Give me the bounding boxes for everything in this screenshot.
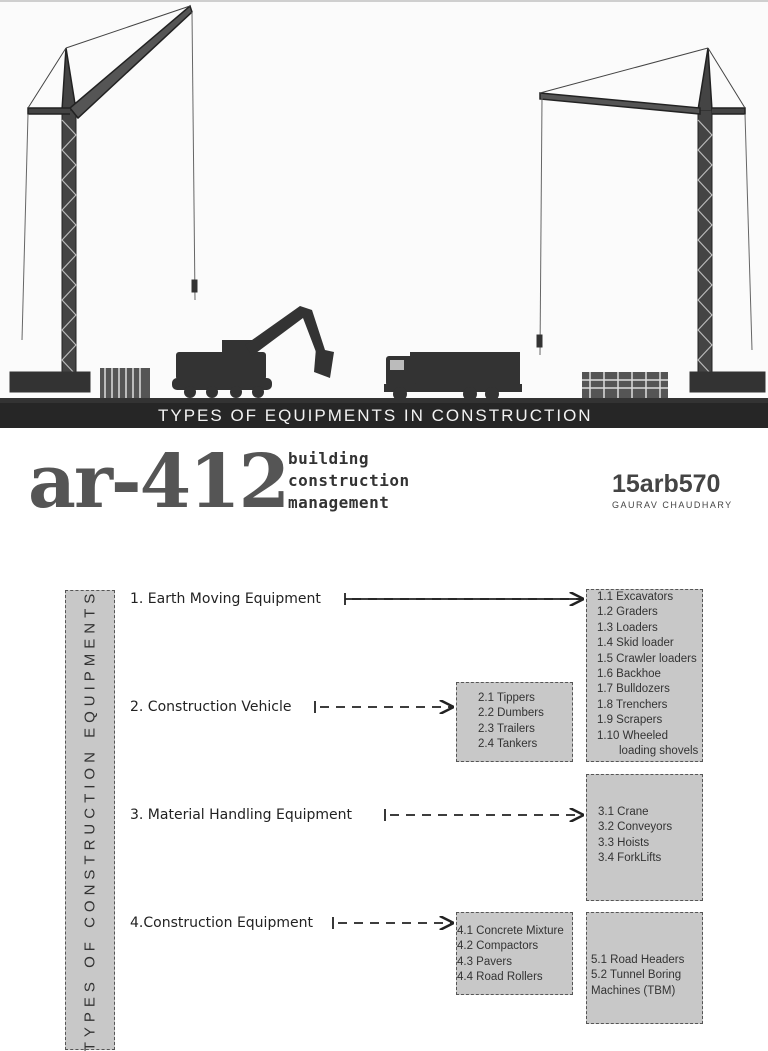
right-crane-icon xyxy=(537,48,765,392)
list-item: 1.9 Scrapers xyxy=(597,714,663,727)
construction-equipment-list xyxy=(456,912,573,995)
list-item: 1.5 Crawler loaders xyxy=(597,652,697,665)
material-handling-list xyxy=(586,774,703,901)
list-item: 1.2 Graders xyxy=(597,606,658,619)
list-item: 3.1 Crane xyxy=(598,806,649,818)
list-item: 3.2 Conveyors xyxy=(598,821,673,834)
vehicles-list xyxy=(456,682,573,762)
list-item: 2.3 Trailers xyxy=(478,722,535,735)
category-earth-moving: 1. Earth Moving Equipment xyxy=(130,591,321,607)
banner-title: TYPES OF EQUIPMENTS IN CONSTRUCTION xyxy=(158,406,593,425)
sidebar-label: TYPES OF CONSTRUCTION EQUIPMENTS xyxy=(81,588,99,1051)
list-item: 1.3 Loaders xyxy=(597,621,658,634)
arrow-material-handling xyxy=(385,809,582,821)
list-item: 5.2 Tunnel Boring xyxy=(591,969,682,982)
dump-truck-icon xyxy=(384,352,522,401)
sidebar-panel xyxy=(65,590,115,1050)
material-stack-icon xyxy=(100,368,150,400)
arrow-construction-equipment xyxy=(333,917,452,929)
material-stack-icon xyxy=(582,372,668,400)
list-item: loading shovels xyxy=(619,745,699,758)
category-construction-vehicle: 2. Construction Vehicle xyxy=(130,699,292,715)
list-item: 4.1 Concrete Mixture xyxy=(457,925,564,937)
category-construction-equipment: 4.Construction Equipment xyxy=(130,915,313,931)
list-item: 3.4 ForkLifts xyxy=(598,852,662,865)
hero-illustration xyxy=(0,0,768,428)
construction-site-illustration xyxy=(0,0,768,428)
earth-moving-list xyxy=(586,589,703,762)
list-item: 4.4 Road Rollers xyxy=(457,971,543,984)
list-item: 4.2 Compactors xyxy=(457,940,539,953)
course-code: ar-412 xyxy=(28,439,289,525)
list-item: 1.1 Excavators xyxy=(597,591,674,603)
course-name xyxy=(288,448,410,514)
list-item: Machines (TBM) xyxy=(591,984,676,997)
list-item: 4.3 Pavers xyxy=(457,955,512,968)
tunnelling-list xyxy=(586,912,703,1024)
list-item: 1.10 Wheeled xyxy=(597,729,668,742)
list-item: 1.6 Backhoe xyxy=(597,668,661,681)
list-item: 3.3 Hoists xyxy=(598,836,650,849)
arrow-construction-vehicle xyxy=(315,701,452,713)
list-item: 1.7 Bulldozers xyxy=(597,683,670,696)
arrow-earth-moving xyxy=(345,593,582,605)
category-material-handling: 3. Material Handling Equipment xyxy=(130,807,352,823)
course-name-line: building xyxy=(288,449,370,468)
roll-number: 15arb570 xyxy=(612,470,721,498)
excavator-icon xyxy=(172,306,334,398)
list-item: 2.1 Tippers xyxy=(478,692,535,704)
list-item: 2.4 Tankers xyxy=(478,738,538,751)
list-item: 1.4 Skid loader xyxy=(597,637,674,650)
title-banner xyxy=(0,403,768,428)
author-name: GAURAV CHAUDHARY xyxy=(612,500,733,510)
course-name-line: construction xyxy=(288,471,410,490)
left-crane-icon xyxy=(10,6,197,392)
list-item: 1.8 Trenchers xyxy=(597,698,668,711)
course-name-line: management xyxy=(288,493,390,512)
list-item: 5.1 Road Headers xyxy=(591,954,685,966)
list-item: 2.2 Dumbers xyxy=(478,707,544,720)
